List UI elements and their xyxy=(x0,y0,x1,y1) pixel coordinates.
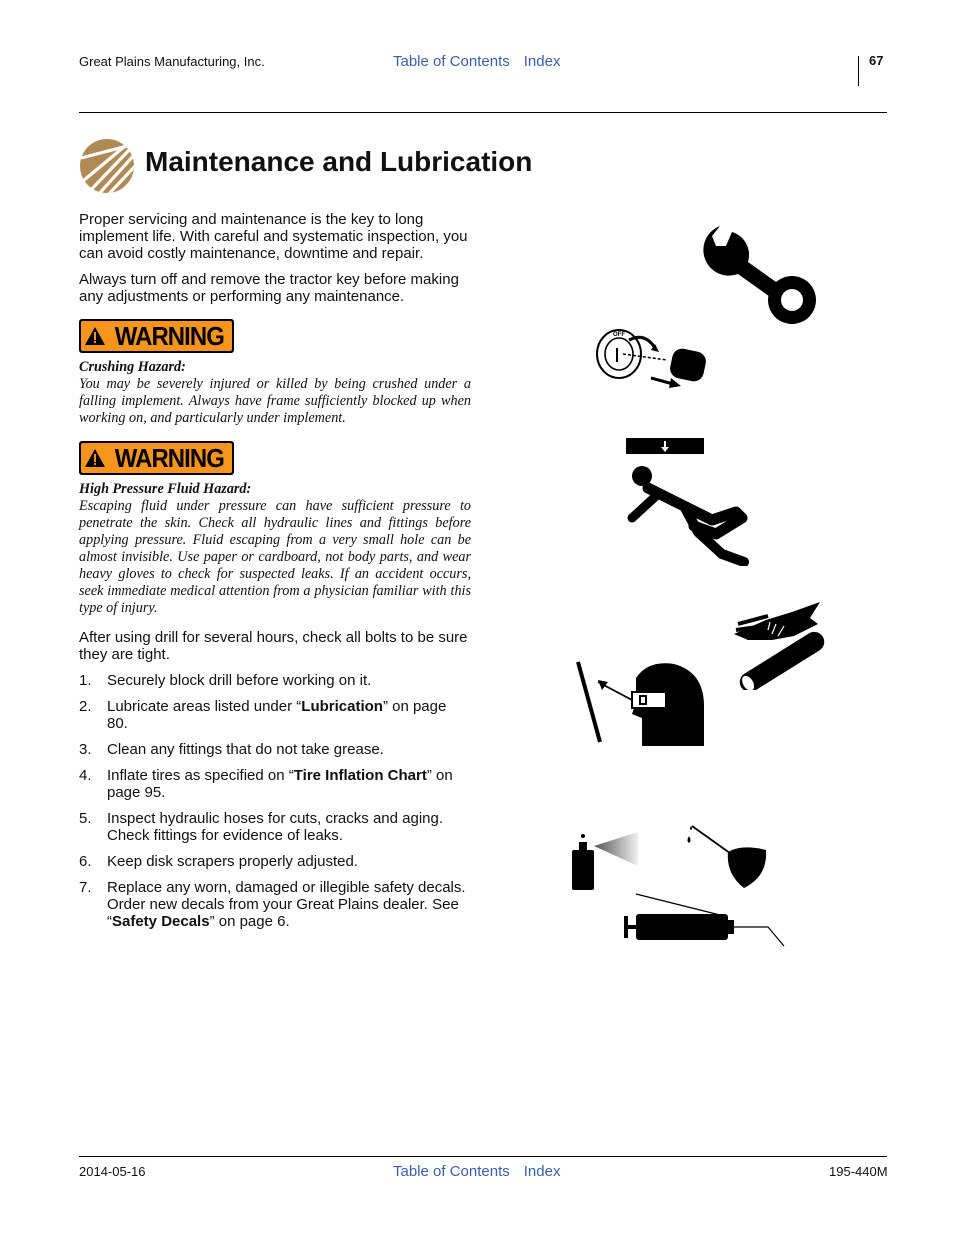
intro-paragraph-2: Always turn off and remove the tractor key before making any adjustments or performing any maintenance. xyxy=(79,271,459,305)
list-item: 2. Lubricate areas listed under “Lubrication” on page 80. xyxy=(79,698,447,732)
face-shield-icon xyxy=(574,658,708,748)
list-item: 3. Clean any fittings that do not take grease. xyxy=(79,741,384,758)
grease-gun-icon xyxy=(620,888,790,950)
crushing-hazard-text xyxy=(79,359,471,427)
crushing-hazard-icon xyxy=(624,436,756,566)
crushing-hazard-title: Crushing Hazard: xyxy=(79,359,186,375)
footer-links xyxy=(393,1163,574,1180)
page-number-divider xyxy=(858,56,859,86)
content-column xyxy=(79,211,471,939)
fluid-hazard-title: High Pressure Fluid Hazard: xyxy=(79,481,252,497)
warning-triangle-icon xyxy=(84,326,106,346)
list-item: 1. Securely block drill before working on it. xyxy=(79,672,372,689)
fluid-hazard-text xyxy=(79,481,471,617)
maintenance-steps xyxy=(79,672,471,930)
fluid-hazard-body: Escaping fluid under pressure can have sufficient pressure to penetrate the skin. Check all hydraulic lines and fittings before applying pressure. Fluid escaping from a very small hole can be almost invisible. Use paper or cardboard, not body parts, and wear heavy gloves to check for suspected leaks. If an accident occurs, seek immediate medical attention from a physician familiar with this type of injury. xyxy=(79,498,471,616)
list-item: 4. Inflate tires as specified on “Tire Inflation Chart” on page 95. xyxy=(79,767,453,801)
footer-index-link[interactable]: Index xyxy=(523,1163,561,1180)
great-plains-logo-icon xyxy=(79,138,135,194)
spray-can-icon xyxy=(570,822,640,892)
oil-can-icon xyxy=(686,822,768,892)
footer-rule xyxy=(79,1156,887,1157)
header-index-link[interactable]: Index xyxy=(523,53,561,70)
header-rule xyxy=(79,112,887,113)
crushing-hazard-body: You may be severely injured or killed by being crushed under a falling implement. Always have frame sufficiently blocked up when working on, and particularly under implement. xyxy=(79,376,471,426)
page-title: Maintenance and Lubrication xyxy=(145,146,533,177)
warning-triangle-icon xyxy=(84,448,106,468)
list-item: 7. Replace any worn, damaged or illegible safety decals. Order new decals from your Great Plains dealer. See “Safety Decals” on page 6. xyxy=(79,879,466,930)
warning-badge-label: WARNING xyxy=(114,442,225,473)
page-number: 67 xyxy=(869,53,884,68)
after-use-paragraph: After using drill for several hours, check all bolts to be sure they are tight. xyxy=(79,629,468,663)
company-name: Great Plains Manufacturing, Inc. xyxy=(79,54,265,69)
footer-toc-link[interactable]: Table of Contents xyxy=(393,1163,510,1180)
list-item: 6. Keep disk scrapers properly adjusted. xyxy=(79,853,358,870)
list-item: 5. Inspect hydraulic hoses for cuts, cracks and aging. Check fittings for evidence of leaks. xyxy=(79,810,444,844)
footer-doc-code: 195-440M xyxy=(829,1164,888,1179)
header-toc-link[interactable]: Table of Contents xyxy=(393,53,510,70)
warning-badge-crushing xyxy=(79,319,234,353)
footer-date: 2014-05-16 xyxy=(79,1164,146,1179)
wrench-icon xyxy=(700,222,822,324)
tractor-key-icon xyxy=(593,322,715,392)
key-off-label: OFF xyxy=(613,332,625,338)
warning-badge-fluid xyxy=(79,441,234,475)
intro-paragraph-1: Proper servicing and maintenance is the key to long implement life. With careful and systematic inspection, you can avoid costly maintenance, downtime and repair. xyxy=(79,211,468,262)
warning-badge-label: WARNING xyxy=(114,320,225,351)
high-pressure-hand-icon xyxy=(728,600,832,690)
header-links xyxy=(393,53,574,70)
